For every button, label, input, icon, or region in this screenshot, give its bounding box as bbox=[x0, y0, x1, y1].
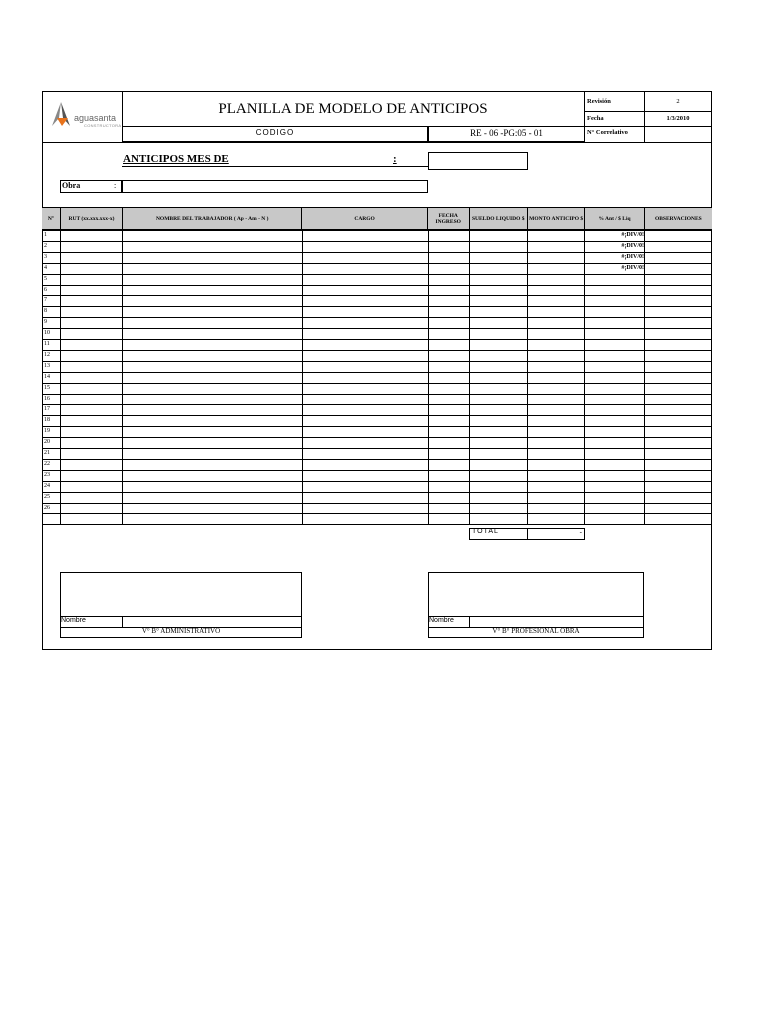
table-row[interactable] bbox=[42, 285, 712, 296]
signature-nombre-profesional: Nombre bbox=[429, 617, 454, 624]
fecha-value: 1/3/2010 bbox=[666, 115, 690, 122]
table-row[interactable] bbox=[42, 350, 712, 361]
th-fecha: FECHA INGRESO bbox=[428, 208, 470, 229]
row-number: 4 bbox=[44, 264, 47, 271]
obra-colon: : bbox=[114, 181, 117, 190]
anticipos-colon: : bbox=[393, 153, 397, 165]
row-number: 11 bbox=[44, 341, 50, 347]
revision-label: Revisión bbox=[587, 98, 611, 105]
revision-value: 2 bbox=[676, 98, 680, 105]
row-number: 25 bbox=[44, 493, 50, 500]
company-logo bbox=[50, 100, 120, 130]
table-row[interactable] bbox=[42, 394, 712, 405]
th-obs: OBSERVACIONES bbox=[654, 215, 702, 222]
row-number: 20 bbox=[44, 439, 50, 446]
th-cargo: CARGO bbox=[302, 208, 428, 229]
fecha-label: Fecha bbox=[587, 115, 604, 122]
row-number: 17 bbox=[44, 406, 50, 413]
total-value: - bbox=[579, 528, 582, 536]
row-number: 6 bbox=[44, 286, 47, 293]
table-row[interactable] bbox=[42, 383, 712, 394]
logo-subtext: CONSTRUCTORA bbox=[84, 123, 122, 128]
table-row[interactable] bbox=[42, 437, 712, 448]
table-row[interactable] bbox=[42, 317, 712, 328]
pct-cell-value: #¡DIV/0! bbox=[621, 242, 644, 249]
th-sueldo: SUELDO LIQUIDO $ bbox=[470, 208, 528, 229]
table-header bbox=[42, 207, 712, 230]
row-number: 3 bbox=[44, 253, 47, 260]
table-row[interactable] bbox=[42, 470, 712, 481]
th-nombre: NOMBRE DEL TRABAJADOR ( Ap - Am - N ) bbox=[123, 208, 302, 229]
table-row[interactable] bbox=[42, 306, 712, 317]
table-row[interactable] bbox=[42, 459, 712, 470]
row-number: 22 bbox=[44, 460, 50, 467]
row-number: 19 bbox=[44, 428, 50, 435]
table-row[interactable] bbox=[42, 503, 712, 514]
table-row[interactable] bbox=[42, 295, 712, 306]
pct-cell-value: #¡DIV/0! bbox=[621, 264, 644, 271]
table-row[interactable] bbox=[42, 415, 712, 426]
anticipos-mes-input[interactable] bbox=[428, 152, 528, 170]
table-row[interactable] bbox=[42, 404, 712, 415]
signature-caption-profesional: V° B° PROFESIONAL OBRA bbox=[492, 627, 580, 635]
table-row[interactable] bbox=[42, 481, 712, 492]
total-label: TOTAL bbox=[472, 528, 499, 535]
row-number: 9 bbox=[44, 319, 47, 326]
row-number: 1 bbox=[44, 232, 47, 238]
aguasanta-logo-icon bbox=[50, 100, 72, 128]
row-number: 24 bbox=[44, 482, 50, 489]
row-number: 14 bbox=[44, 373, 50, 380]
row-number: 26 bbox=[44, 504, 50, 511]
row-number: 15 bbox=[44, 384, 50, 391]
table-row[interactable] bbox=[42, 426, 712, 437]
table-row[interactable] bbox=[42, 274, 712, 285]
signature-caption-admin: V° B° ADMINISTRATIVO bbox=[141, 627, 221, 635]
anticipos-mes-label: ANTICIPOS MES DE bbox=[123, 153, 229, 165]
pct-cell-value: #¡DIV/0! bbox=[621, 253, 644, 260]
th-rut: RUT (xx.xxx.xxx-x) bbox=[61, 208, 123, 229]
table-row[interactable] bbox=[42, 448, 712, 459]
row-number: 12 bbox=[44, 351, 50, 358]
row-number: 21 bbox=[44, 450, 50, 456]
row-number: 13 bbox=[44, 362, 50, 369]
pct-cell-value: #¡DIV/0! bbox=[621, 232, 644, 238]
row-number: 18 bbox=[44, 417, 50, 424]
obra-input[interactable] bbox=[122, 180, 428, 193]
codigo-label: CODIGO bbox=[255, 128, 295, 137]
th-n: N° bbox=[42, 208, 61, 229]
table-row[interactable] bbox=[42, 361, 712, 372]
signature-nombre-admin: Nombre bbox=[61, 617, 86, 624]
row-number: 7 bbox=[44, 297, 47, 304]
row-number: 16 bbox=[44, 395, 50, 402]
table-row[interactable] bbox=[42, 339, 712, 350]
obra-label: Obra bbox=[62, 181, 81, 190]
logo-text: aguasanta bbox=[74, 113, 117, 123]
row-number: 10 bbox=[44, 330, 50, 337]
table-row[interactable] bbox=[42, 328, 712, 339]
th-pct: % Ant / $ Liq bbox=[585, 208, 644, 229]
codigo-value: RE - 06 -PG:05 - 01 bbox=[470, 128, 543, 138]
row-number: 8 bbox=[44, 308, 47, 315]
th-monto: MONTO ANTICIPO $ bbox=[528, 208, 585, 229]
table-row[interactable] bbox=[42, 492, 712, 503]
page-title: PLANILLA DE MODELO DE ANTICIPOS bbox=[218, 101, 488, 117]
row-number: 5 bbox=[44, 275, 47, 282]
correlativo-label: N° Correlativo bbox=[587, 129, 628, 136]
table-row[interactable] bbox=[42, 372, 712, 383]
row-number: 2 bbox=[44, 242, 47, 249]
row-number: 23 bbox=[44, 471, 50, 478]
